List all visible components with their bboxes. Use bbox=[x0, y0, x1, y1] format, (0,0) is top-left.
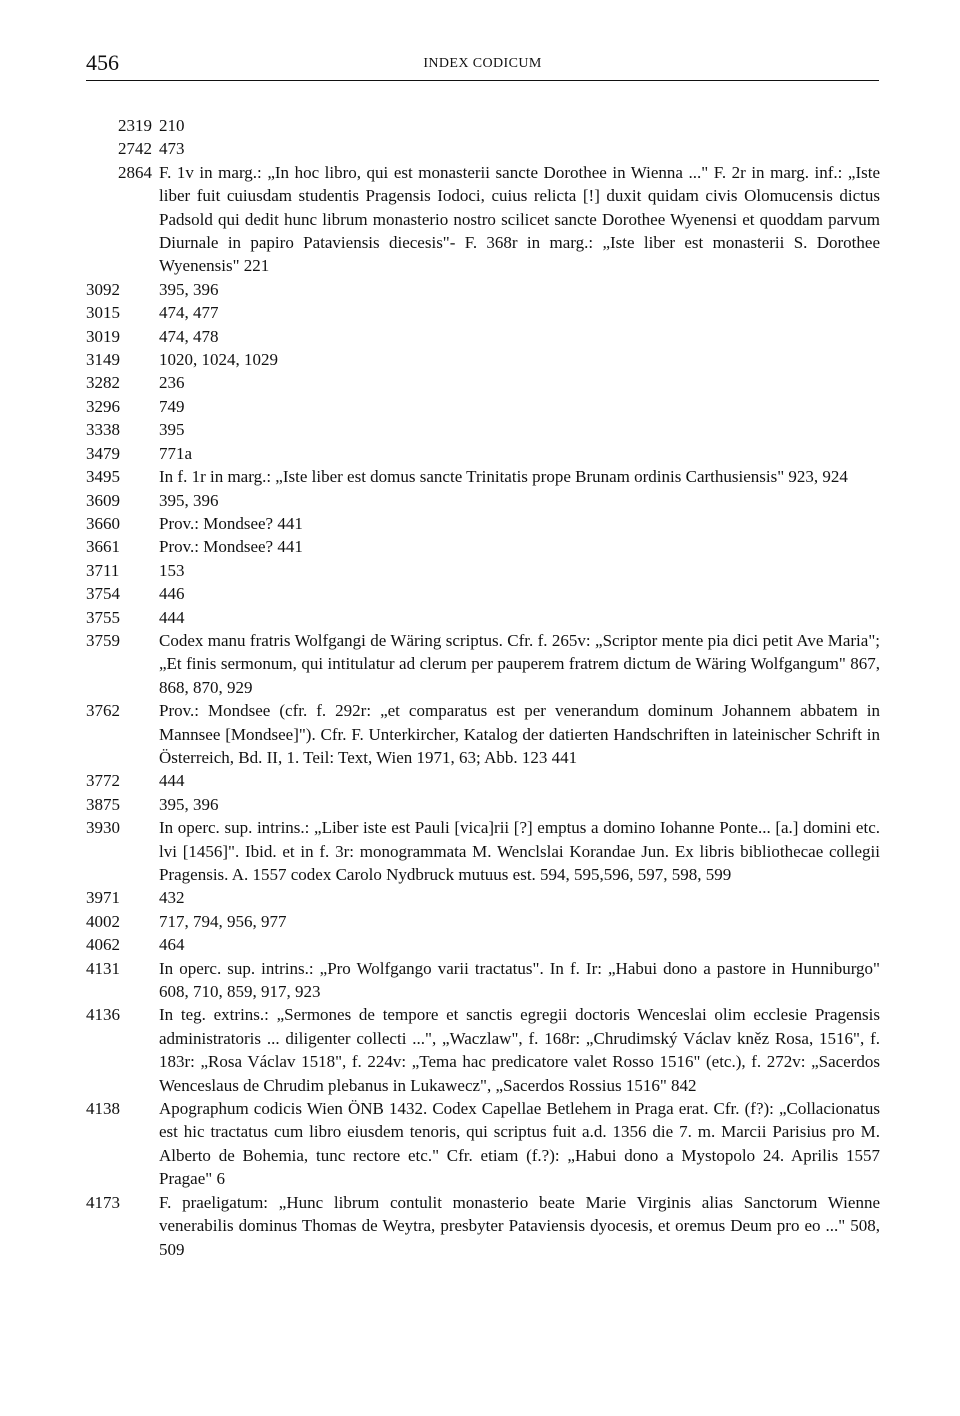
codex-signature: 3296 bbox=[86, 396, 120, 416]
entry-text: 395, 396 bbox=[159, 279, 219, 299]
codex-signature: 3495 bbox=[86, 467, 120, 487]
entry-text: Prov.: Mondsee? 441 bbox=[159, 513, 303, 533]
entry-text: Apographum codicis Wien ÖNB 1432. Codex Capellae Betlehem in Praga erat. Cfr. (f?): „Collacionatus est hic tractatus cum libro eiusdem tenoris, qui scriptus fuit a.d. 1356 die 7. m. Marcii Parisius pro M. Alberto de Bohemia, tunc rectore etc." Cfr. etiam (f.?): „Habui dono a Mystopolo 24. Aprilis 1557 Pragae" 6 bbox=[159, 1099, 880, 1189]
running-title: INDEX CODICUM bbox=[423, 56, 542, 71]
index-entry bbox=[86, 816, 880, 886]
index-entry bbox=[86, 629, 880, 699]
index-entry bbox=[86, 933, 880, 956]
index-entry bbox=[86, 325, 880, 348]
codex-signature: 3015 bbox=[86, 303, 120, 323]
entry-text: In operc. sup. intrins.: „Liber iste est Pauli [vica]rii [?] emptus a domino Iohanne Ponte... [a.] domini etc. lvi [1456]". Ibid. et in f. 3r: monogrammata M. Wenclslai Korandae Jun. Ex libris bibliothecae collegii Pragensis. A. 1557 codex Carolo Nydbruck mutuus est. 594, 595,596, 597, 598, 599 bbox=[159, 818, 880, 884]
codex-signature: 2319 bbox=[118, 116, 152, 135]
index-entry bbox=[86, 559, 880, 582]
header-rule bbox=[86, 80, 879, 81]
entry-text: In operc. sup. intrins.: „Pro Wolfgango varii tractatus". In f. Ir: „Habui dono a pastore in Hunniburgo" 608, 710, 859, 917, 923 bbox=[159, 958, 880, 1002]
index-entry bbox=[86, 1191, 880, 1261]
codex-signature: 3092 bbox=[86, 279, 120, 299]
codex-signature: 3479 bbox=[86, 443, 120, 463]
index-entry bbox=[86, 699, 880, 769]
entry-text: 473 bbox=[159, 139, 185, 159]
entry-text: 474, 478 bbox=[159, 326, 219, 346]
entry-text: 395 bbox=[159, 420, 185, 440]
index-entry bbox=[86, 489, 880, 512]
entry-text: 236 bbox=[159, 373, 185, 393]
entry-text: 210 bbox=[159, 116, 185, 135]
codex-signature: 3660 bbox=[86, 513, 120, 533]
entry-text: 474, 477 bbox=[159, 303, 219, 323]
entry-text: 395, 396 bbox=[159, 490, 219, 510]
codex-signature: 3754 bbox=[86, 584, 120, 604]
entry-text: 464 bbox=[159, 935, 185, 955]
index-entry bbox=[86, 512, 880, 535]
index-entry bbox=[86, 1003, 880, 1097]
index-entry bbox=[86, 465, 880, 488]
codex-signature: 3711 bbox=[86, 560, 120, 580]
entry-text: In teg. extrins.: „Sermones de tempore et sanctis egregii doctoris Wenceslai olim ecclesie Pragensis administratoris ... diligenter collecti ...", „Waczlaw", f. 168r: „Chrudimský Václav kněz Rosa, 1516", f. 183r: „Rosa Václav 1518", f. 224v: „Tema hac predicatore valet Rosso 1516" (etc.), f. 272v: „Sacerdos Wenceslaus de Chrudim plebanus in Lukawecz", „Sacerdos Rossius 1516" 842 bbox=[159, 1005, 880, 1095]
index-entry bbox=[86, 582, 880, 605]
index-entry bbox=[86, 418, 880, 441]
index-entry bbox=[86, 957, 880, 1004]
codex-signature: 3609 bbox=[86, 490, 120, 510]
codex-signature: 3661 bbox=[86, 537, 120, 557]
index-entry bbox=[86, 442, 880, 465]
index-entry bbox=[86, 793, 880, 816]
codex-signature: 3759 bbox=[86, 630, 120, 650]
entry-text: 444 bbox=[159, 607, 185, 627]
codex-signature: 3338 bbox=[86, 420, 120, 440]
entry-text: F. praeligatum: „Hunc librum contulit monasterio beate Marie Virginis alias Sanctorum Wienne venerabilis dominus Thomas de Weytra, presbyter Pataviensis dyocesis, et oremus Deum pro eo ..." 508, 509 bbox=[159, 1192, 880, 1259]
running-head bbox=[86, 50, 879, 80]
entry-text: Prov.: Mondsee (cfr. f. 292r: „et comparatus est per venerandum dominum Johannem abbatem in Mannsee [Mondsee]"). Cfr. F. Unterkircher, Katalog der datierten Handschriften in lateinischer Schrift in Österreich, Bd. II, 1. Teil: Text, Wien 1971, 63; Abb. 123 441 bbox=[159, 701, 880, 767]
entry-text: 446 bbox=[159, 584, 185, 604]
codex-signature: 4136 bbox=[86, 1005, 120, 1025]
entry-text: 395, 396 bbox=[159, 794, 219, 814]
codex-signature: 4131 bbox=[86, 958, 120, 978]
index-entry bbox=[86, 161, 880, 278]
entry-text: 1020, 1024, 1029 bbox=[159, 350, 278, 370]
index-entry bbox=[86, 535, 880, 558]
index-entry bbox=[86, 886, 880, 909]
entry-text: Codex manu fratris Wolfgangi de Wäring scriptus. Cfr. f. 265v: „Scriptor mente pia dici petit Ave Maria"; „Et finis sermonum, qui intitulatur ad clerum per pauperem fratrem dictum de Wäring Wolfgangum" 867, 868, 870, 929 bbox=[159, 630, 880, 697]
index-entry bbox=[86, 137, 880, 160]
codex-signature: 3282 bbox=[86, 373, 120, 393]
entry-text: 771a bbox=[159, 443, 193, 463]
index-entry bbox=[86, 301, 880, 324]
codex-signature: 4002 bbox=[86, 911, 120, 931]
index-entry bbox=[86, 769, 880, 792]
index-entry bbox=[86, 606, 880, 629]
codex-signature: 3019 bbox=[86, 326, 120, 346]
codex-signature: 3971 bbox=[86, 888, 120, 908]
entry-text: 444 bbox=[159, 771, 185, 791]
entry-text: Prov.: Mondsee? 441 bbox=[159, 537, 303, 557]
index-entry bbox=[86, 1097, 880, 1191]
codex-signature: 3762 bbox=[86, 701, 120, 721]
entry-text: 432 bbox=[159, 888, 185, 908]
index-entry bbox=[86, 395, 880, 418]
codex-signature: 3772 bbox=[86, 771, 120, 791]
codex-signature: 3755 bbox=[86, 607, 120, 627]
codex-signature: 3149 bbox=[86, 350, 120, 370]
entry-text: 153 bbox=[159, 560, 185, 580]
index-entry bbox=[86, 371, 880, 394]
entry-text: 717, 794, 956, 977 bbox=[159, 911, 287, 931]
codex-signature: 2864 bbox=[118, 162, 152, 182]
page-number: 456 bbox=[86, 50, 119, 75]
codex-signature: 3875 bbox=[86, 794, 120, 814]
index-entry bbox=[86, 278, 880, 301]
entry-text: In f. 1r in marg.: „Iste liber est domus sancte Trinitatis prope Brunam ordinis Carthusiensis" 923, 924 bbox=[159, 467, 848, 487]
index-entries bbox=[86, 114, 880, 1261]
codex-signature: 4062 bbox=[86, 935, 120, 955]
codex-signature: 2742 bbox=[118, 139, 152, 159]
index-entry bbox=[86, 348, 880, 371]
index-entry bbox=[86, 114, 880, 137]
codex-signature: 4173 bbox=[86, 1192, 120, 1212]
codex-signature: 4138 bbox=[86, 1099, 120, 1119]
codex-signature: 3930 bbox=[86, 818, 120, 838]
entry-text: 749 bbox=[159, 396, 185, 416]
index-entry bbox=[86, 910, 880, 933]
entry-text: F. 1v in marg.: „In hoc libro, qui est monasterii sancte Dorothee in Wienna ..." F. 2r in marg. inf.: „Iste liber fuit cuiusdam studentis Pragensis Iodoci, cuius relicta [!] duxit quidam civis Olomucensis dictus Padsold qui dedit hunc librum monasterio nostro scilicet sancte Dorothee Wyenensi et quoddam parvum Diurnale in papiro Pataviensis diecesis"- F. 368r in marg.: „Iste liber est monasterii S. Dorothee Wyenensis" 221 bbox=[159, 162, 880, 276]
